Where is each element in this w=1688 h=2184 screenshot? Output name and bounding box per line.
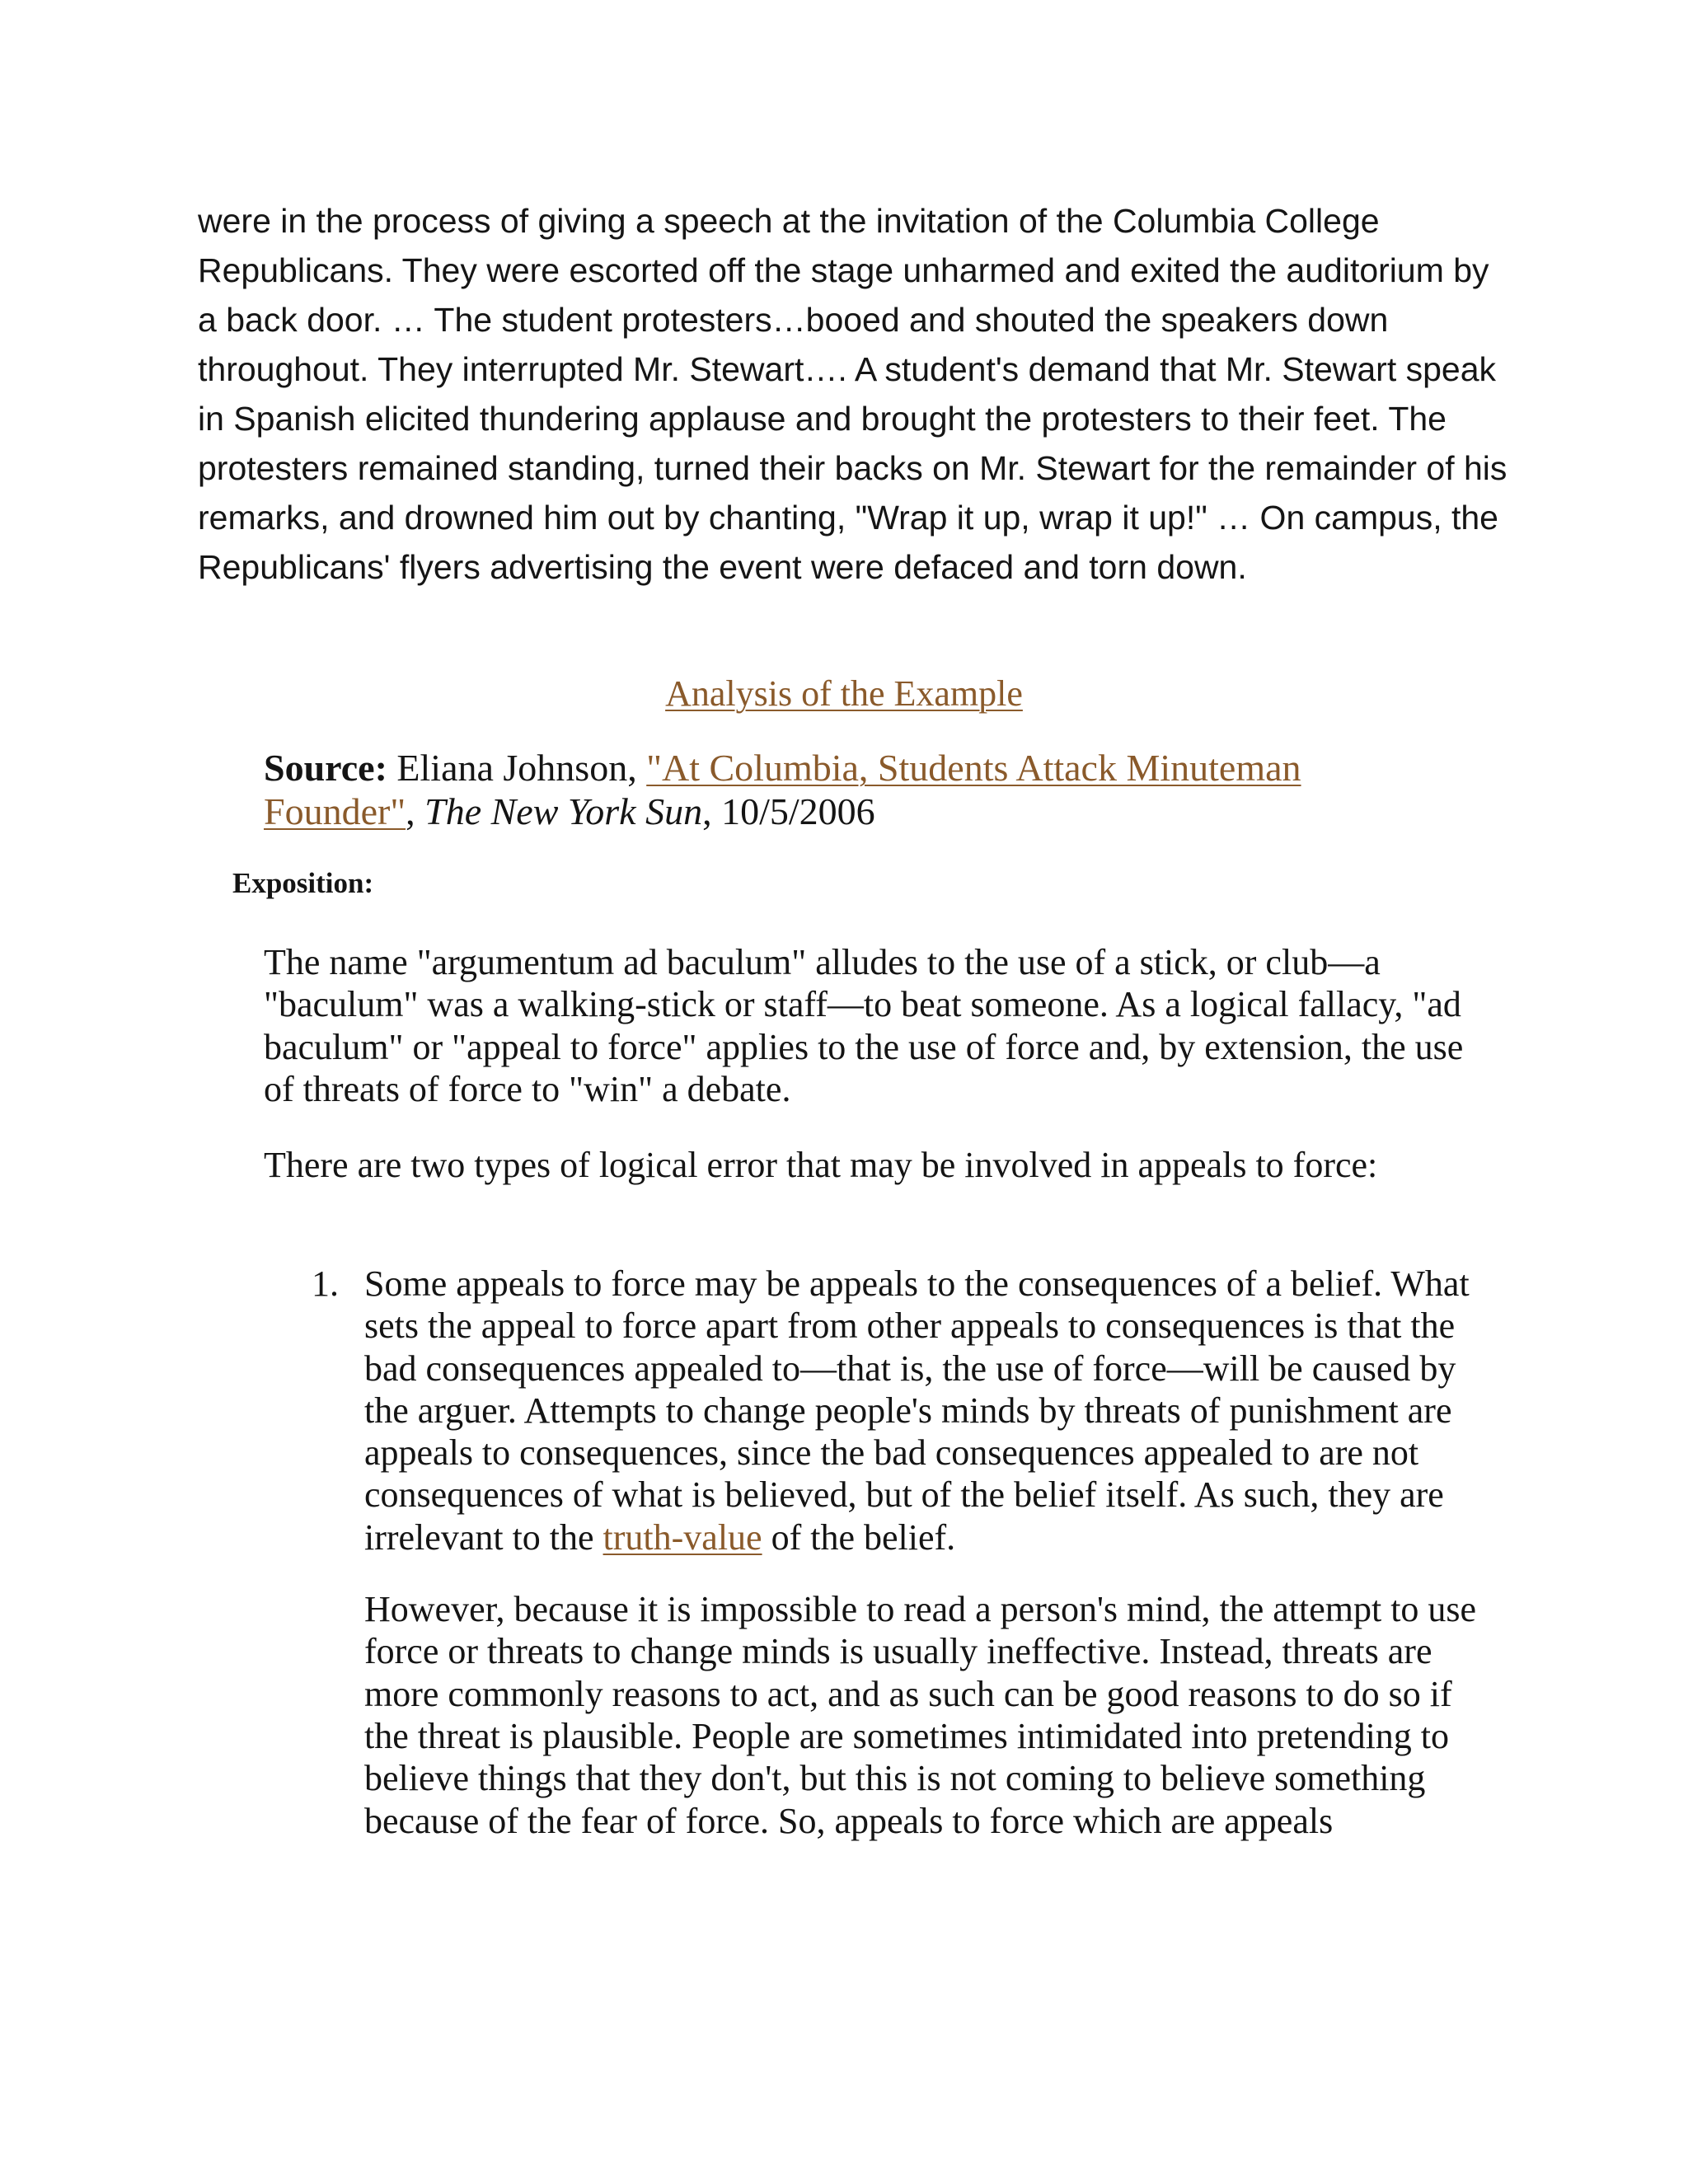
list-item-number: 1. [312, 1263, 339, 1304]
list-item-text [364, 1263, 1502, 1558]
analysis-of-example-link[interactable]: Analysis of the Example [665, 673, 1023, 714]
error-types-list [312, 1263, 1502, 1842]
exposition-paragraph-2: There are two types of logical error that may be involved in appeals to force: [264, 1145, 1378, 1185]
source-separator: , [406, 790, 425, 832]
list-item-text-after-link: of the belief. [762, 1516, 956, 1558]
source-author: Eliana Johnson, [387, 747, 647, 789]
exposition-paragraph-1: The name "argumentum ad baculum" alludes to the use of a stick, or club—a "baculum" was a walking-stick or staff—to beat someone. As a logical fallacy, "ad baculum" or "appeal to force" applies to the use of force and, by extension, the use of threats of force to "win" a debate. [264, 942, 1464, 1109]
list-item-follow-paragraph: However, because it is impossible to read a person's mind, the attempt to use force or threats to change minds is usually ineffective. Instead, threats are more commonly reasons to act, and as such can be good reasons to do so if the threat is plausible. People are sometimes intimidated into pretending to believe things that they don't, but this is not coming to believe something because of the fear of force. So, appeals to force which are appeals [364, 1589, 1477, 1841]
source-article-link[interactable]: "At Columbia, Students Attack Minuteman Founder" [264, 747, 1301, 832]
source-date: , 10/5/2006 [702, 790, 875, 832]
quoted-news-excerpt: were in the process of giving a speech at the invitation of the Columbia College Republicans. They were escorted off the stage unharmed and exited the auditorium by a back door. … The student protesters…booed and shouted the speakers down throughout. They interrupted Mr. Stewart…. A student's demand that Mr. Stewart speak in Spanish elicited thundering applause and brought the protesters to their feet. The protesters remained standing, turned their backs on Mr. Stewart for the remainder of his remarks, and drowned him out by chanting, "Wrap it up, wrap it up!" … On campus, the Republicans' flyers advertising the event were defaced and torn down. [198, 202, 1507, 586]
source-citation [264, 746, 1451, 833]
analysis-heading [0, 672, 1688, 716]
source-label: Source: [264, 747, 387, 789]
list-item [312, 1263, 1502, 1842]
exposition-heading: Exposition: [232, 867, 374, 899]
truth-value-link[interactable]: truth-value [603, 1516, 762, 1558]
list-item-text-before-link: Some appeals to force may be appeals to the consequences of a belief. What sets the appeal to force apart from other appeals to consequences is that the bad consequences appealed to—that is, the use of force—will be caused by the arguer. Attempts to change people's minds by threats of punishment are appeals to consequences, since the bad consequences appealed to are not consequences of what is believed, but of the belief itself. As such, they are irrelevant to the [364, 1263, 1470, 1558]
source-publication: The New York Sun [424, 790, 703, 832]
